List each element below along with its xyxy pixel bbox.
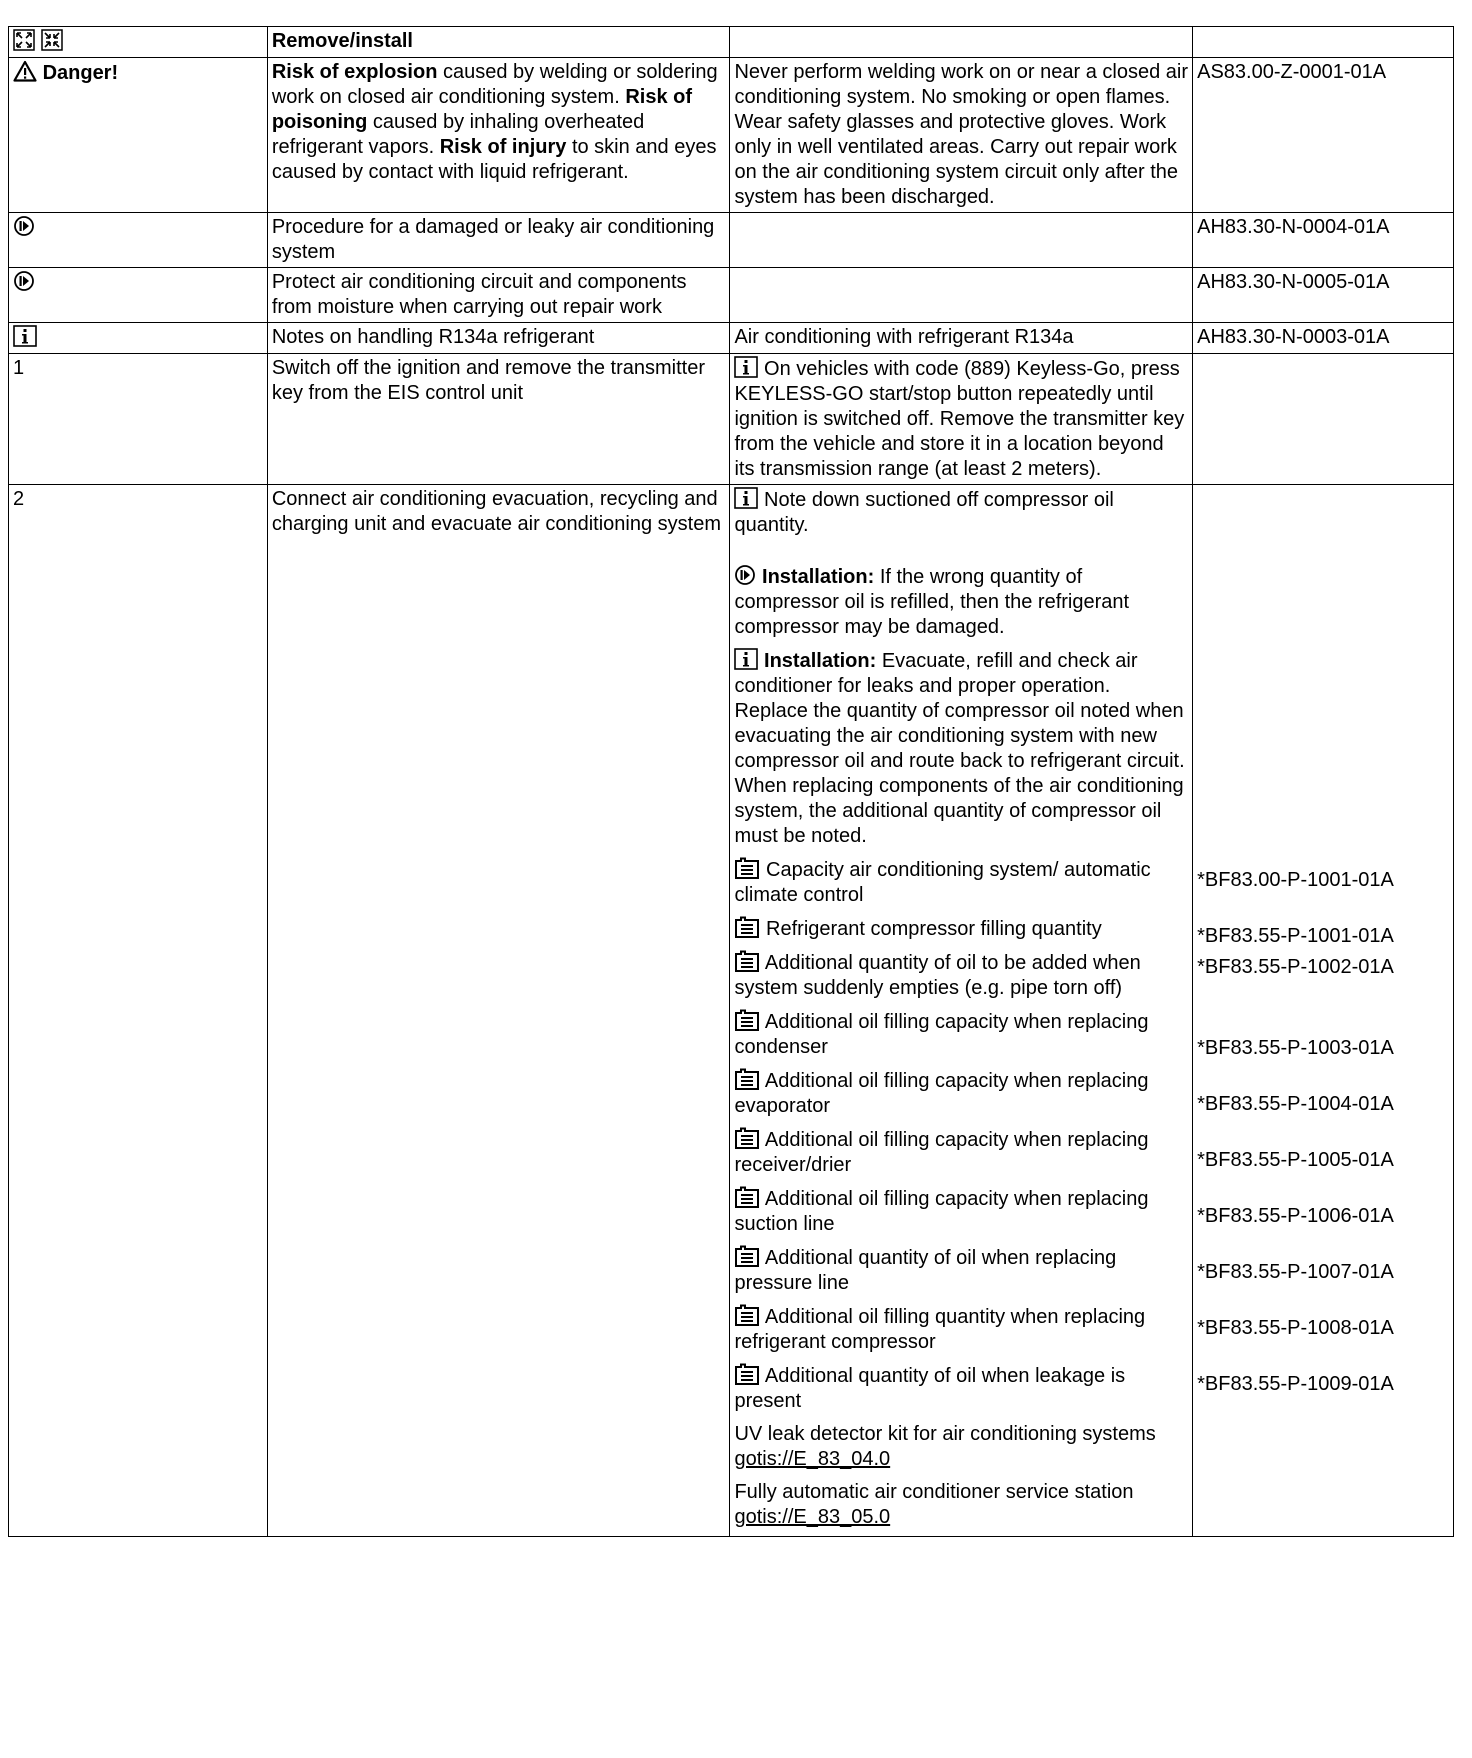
spec-sheet-icon <box>734 1363 760 1385</box>
note-evacuate-refill: Installation: Evacuate, refill and check air conditioner for leaks and proper operation. Replace the quantity of compressor oil noted when evacuating the air conditioning system with new compressor oil and route back to refrigerant circuit. When replacing components of the air conditioning system, the additional quantity of compressor oil must be noted. <box>734 650 1185 847</box>
step-text: Connect air conditioning evacuation, recycling and charging unit and evacuate air conditioning system <box>267 485 730 1537</box>
circle-arrow-note-icon <box>13 270 35 292</box>
spec-item: Additional quantity of oil to be added when system suddenly empties (e.g. pipe torn off) <box>734 952 1141 999</box>
danger-ref: AS83.00-Z-0001-01A <box>1193 58 1454 213</box>
tool-link[interactable]: gotis://E_83_05.0 <box>734 1506 891 1528</box>
note-row <box>9 268 1454 323</box>
spec-sheet-icon <box>734 1245 760 1267</box>
install-arrows-icon <box>41 29 63 51</box>
note-row <box>9 323 1454 354</box>
tool-item: UV leak detector kit for air conditioning systems gotis://E_83_04.0 <box>734 1422 1188 1476</box>
spec-item: Refrigerant compressor filling quantity <box>734 916 1188 946</box>
note-detail <box>730 268 1193 323</box>
spec-sheet-icon <box>734 1127 760 1149</box>
step-note: On vehicles with code (889) Keyless-Go, press KEYLESS-GO start/stop button repeatedly until ignition is switched off. Remove the transmitter key from the vehicle and store it in a location beyond its transmission range (at least 2 meters). <box>730 354 1193 485</box>
info-box-icon <box>13 325 37 347</box>
note-detail: Air conditioning with refrigerant R134a <box>730 323 1193 354</box>
spec-ref: *BF83.55-P-1006-01A <box>1197 1205 1394 1227</box>
spec-item: Additional quantity of oil when replacing pressure line <box>734 1247 1117 1294</box>
note-ref: AH83.30-N-0003-01A <box>1193 323 1454 354</box>
spec-item: Additional quantity of oil when leakage is present <box>734 1365 1126 1412</box>
step-row <box>9 354 1454 485</box>
spec-ref: *BF83.55-P-1009-01A <box>1197 1373 1394 1395</box>
spec-sheet-icon <box>734 1068 760 1090</box>
step-text: Switch off the ignition and remove the transmitter key from the EIS control unit <box>267 354 730 485</box>
step-notes <box>730 485 1193 1537</box>
spec-item: Capacity air conditioning system/ automatic climate control <box>734 859 1151 906</box>
spec-ref: *BF83.55-P-1008-01A <box>1197 1317 1394 1339</box>
note-ref: AH83.30-N-0004-01A <box>1193 213 1454 268</box>
header-remove-install: Remove/install <box>267 27 730 58</box>
spec-item: Additional oil filling quantity when replacing refrigerant compressor <box>734 1306 1146 1353</box>
warning-triangle-icon <box>13 60 37 82</box>
spec-sheet-icon <box>734 857 760 879</box>
spec-item: Additional oil filling capacity when replacing receiver/drier <box>734 1129 1149 1176</box>
spec-ref: *BF83.55-P-1007-01A <box>1197 1261 1394 1283</box>
spec-ref: *BF83.55-P-1004-01A <box>1197 1093 1394 1115</box>
danger-risks: Risk of explosion caused by welding or soldering work on closed air conditioning system. Risk of poisoning caused by inhaling overheated refrigerant vapors. Risk of injury to skin and eyes caused by contact with liquid refrigerant. <box>267 58 730 213</box>
remove-install-icons <box>9 27 268 58</box>
tool-link[interactable]: gotis://E_83_04.0 <box>734 1448 891 1470</box>
spec-sheet-icon <box>734 1304 760 1326</box>
note-wrong-quantity: Installation: If the wrong quantity of compressor oil is refilled, then the refrigerant compressor may be damaged. <box>734 566 1130 638</box>
note-oil-quantity: Note down suctioned off compressor oil quantity. <box>734 489 1114 536</box>
info-box-icon <box>734 356 758 378</box>
circle-arrow-note-icon <box>734 564 756 586</box>
spec-item: Additional oil filling capacity when replacing suction line <box>734 1188 1149 1235</box>
note-detail <box>730 213 1193 268</box>
spec-item: Additional oil filling capacity when replacing condenser <box>734 1011 1149 1058</box>
spec-item: Additional oil filling capacity when replacing evaporator <box>734 1070 1149 1117</box>
step-number: 2 <box>9 485 268 1537</box>
spec-sheet-icon <box>734 950 760 972</box>
note-text: Notes on handling R134a refrigerant <box>267 323 730 354</box>
header-row <box>9 27 1454 58</box>
note-text: Procedure for a damaged or leaky air conditioning system <box>267 213 730 268</box>
note-ref: AH83.30-N-0005-01A <box>1193 268 1454 323</box>
step-number: 1 <box>9 354 268 485</box>
spec-sheet-icon <box>734 1186 760 1208</box>
spec-ref: *BF83.55-P-1005-01A <box>1197 1149 1394 1171</box>
danger-label-cell <box>9 58 268 213</box>
circle-arrow-note-icon <box>13 215 35 237</box>
info-box-icon <box>734 487 758 509</box>
spec-ref: *BF83.55-P-1001-01A <box>1197 925 1394 947</box>
step-row <box>9 485 1454 1537</box>
danger-row <box>9 58 1454 213</box>
remove-arrows-icon <box>13 29 35 51</box>
spec-ref: *BF83.55-P-1003-01A <box>1197 1037 1394 1059</box>
spec-sheet-icon <box>734 916 760 938</box>
spec-ref: *BF83.00-P-1001-01A <box>1197 869 1394 891</box>
info-box-icon <box>734 648 758 670</box>
spec-sheet-icon <box>734 1009 760 1031</box>
note-row <box>9 213 1454 268</box>
note-text: Protect air conditioning circuit and components from moisture when carrying out repair work <box>267 268 730 323</box>
step-refs <box>1193 485 1454 1537</box>
danger-measures: Never perform welding work on or near a closed air conditioning system. No smoking or open flames. Wear safety glasses and protective gloves. Work only in well ventilated areas. Carry out repair work on the air conditioning system circuit only after the system has been discharged. <box>730 58 1193 213</box>
procedure-table <box>8 26 1454 1537</box>
danger-label: Danger! <box>42 62 119 84</box>
spec-ref: *BF83.55-P-1002-01A <box>1197 956 1394 978</box>
tool-item: Fully automatic air conditioner service station gotis://E_83_05.0 <box>734 1480 1188 1534</box>
